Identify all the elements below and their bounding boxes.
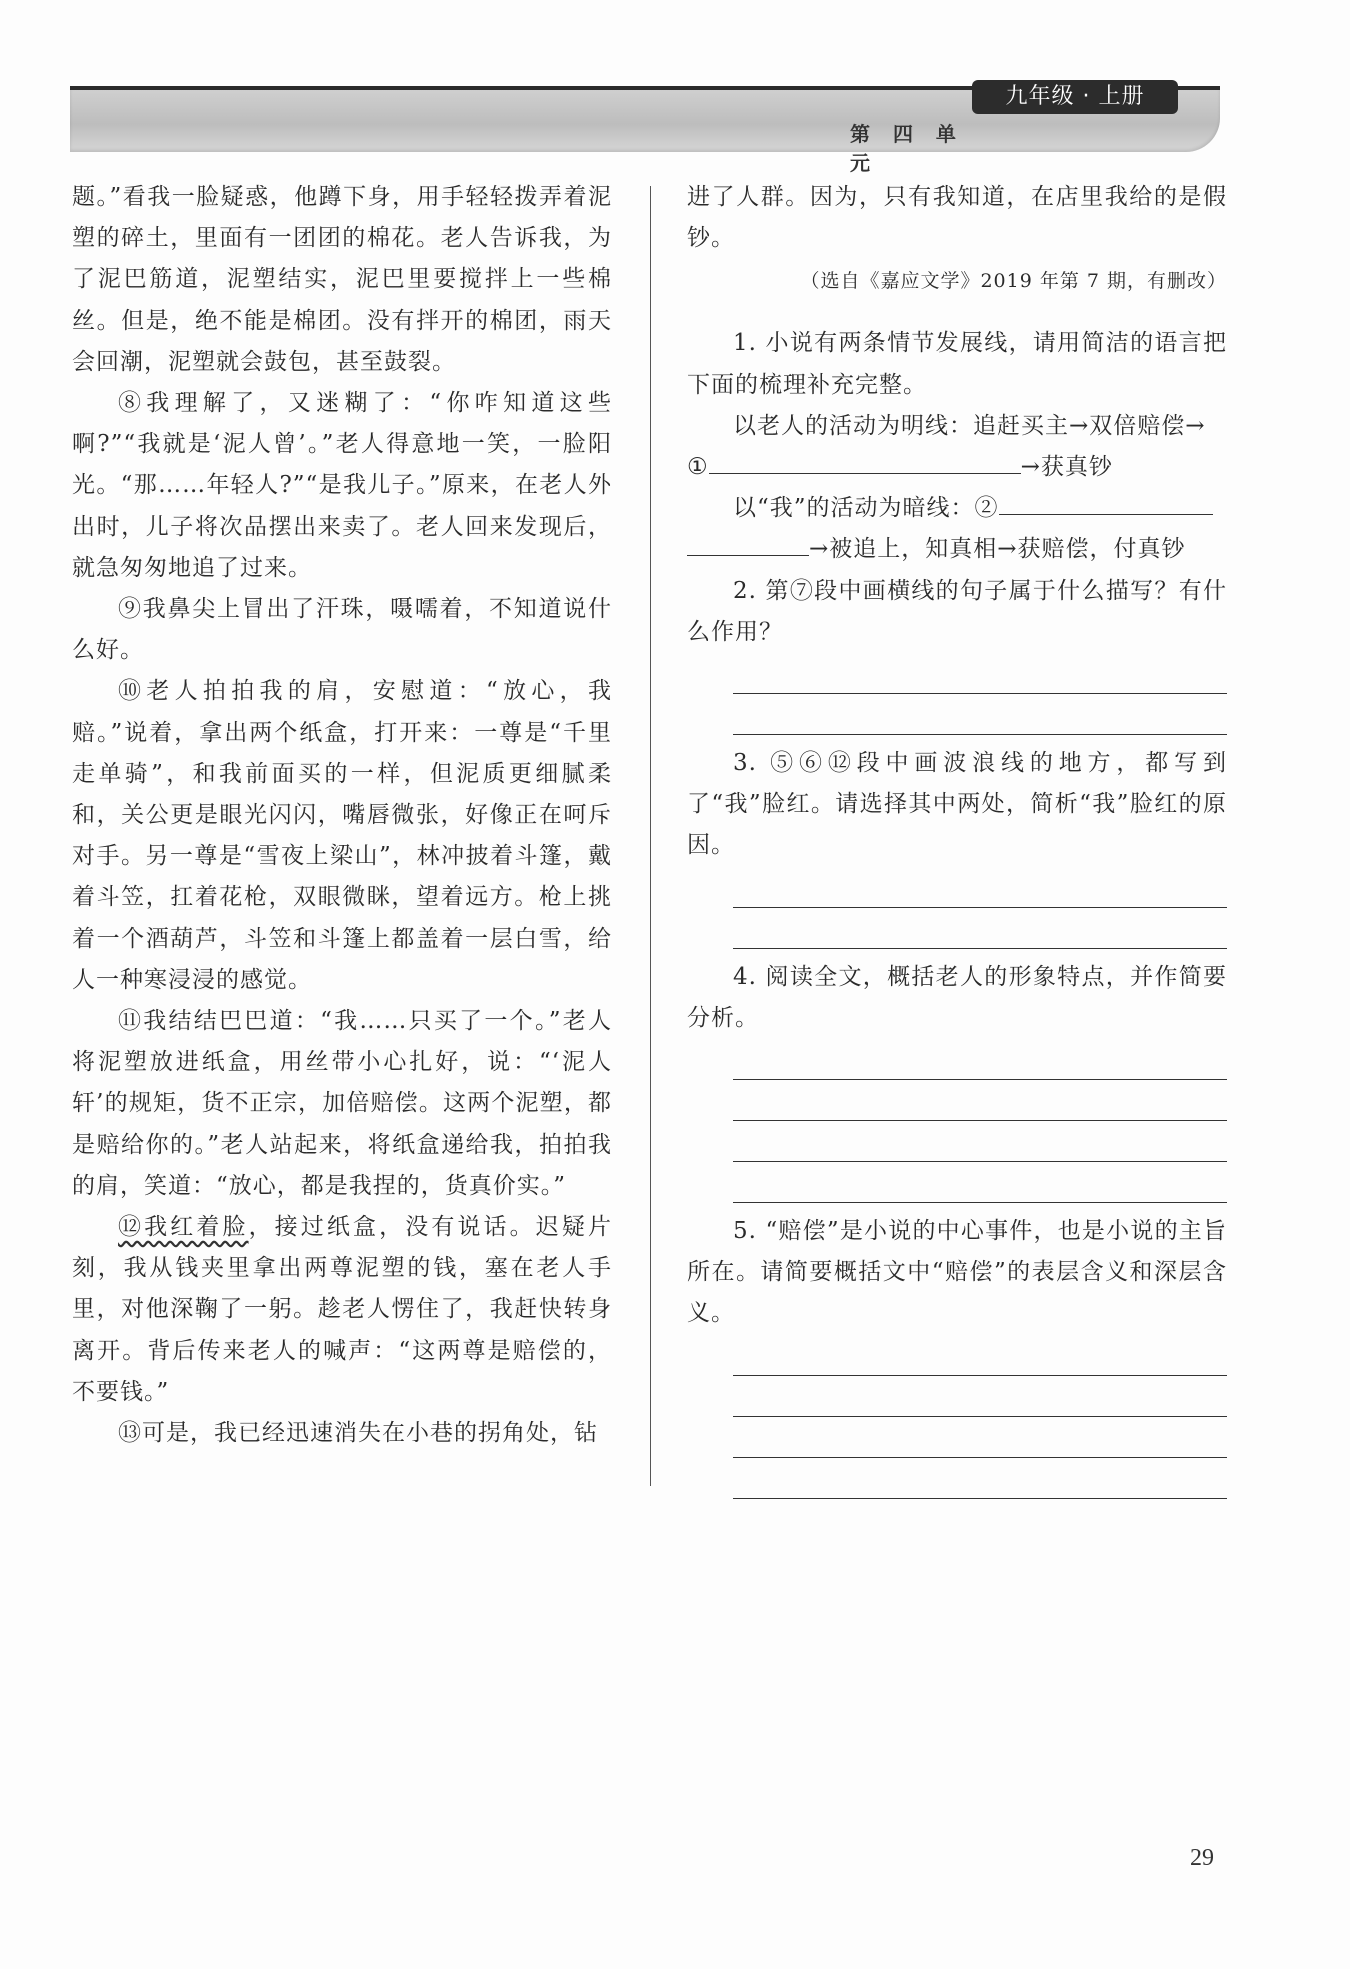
plot-line-light-cont [687, 447, 1227, 488]
answer-line[interactable] [733, 1458, 1227, 1499]
wavy-underlined-text: ⑫我红着脸 [118, 1214, 249, 1241]
answer-line[interactable] [733, 1080, 1227, 1121]
answer-line[interactable] [733, 1376, 1227, 1417]
answer-line[interactable] [733, 1417, 1227, 1458]
story-paragraph: ⑨我鼻尖上冒出了汗珠，嗫嚅着，不知道说什么好。 [72, 596, 612, 664]
answer-line[interactable] [733, 1162, 1227, 1203]
story-paragraph: ⑪我结结巴巴道：“我……只买了一个。”老人将泥塑放进纸盒，用丝带小心扎好，说：“‘泥人轩’的规矩，货不正宗，加倍赔偿。这两个泥塑，都是赔给你的。”老人站起来，将纸盒递给我，拍拍我的肩，笑道：“放心，都是我捏的，货真价实。” [72, 1008, 612, 1199]
questions-column [687, 177, 1227, 1499]
story-column [72, 177, 612, 1454]
answer-blank-1[interactable] [709, 449, 1021, 474]
grade-tab: 九年级 · 上册 [972, 80, 1178, 114]
story-paragraph: 题。”看我一脸疑惑，他蹲下身，用手轻轻拨弄着泥塑的碎土，里面有一团团的棉花。老人告诉我，为了泥巴筋道，泥塑结实，泥巴里要搅拌上一些棉丝。但是，绝不能是棉团。没有拌开的棉团，雨天会回潮，泥塑就会鼓包，甚至鼓裂。 [72, 184, 612, 375]
story-paragraph: ⑬可是，我已经迅速消失在小巷的拐角处，钻 [118, 1420, 598, 1447]
plot-line-text: →被追上，知真相→获赔偿，付真钞 [809, 536, 1186, 563]
answer-line[interactable] [733, 1121, 1227, 1162]
answer-line[interactable] [733, 867, 1227, 908]
answer-line[interactable] [733, 908, 1227, 949]
answer-line[interactable] [733, 694, 1227, 735]
answer-blank-2a[interactable] [999, 490, 1213, 515]
unit-title: 第 四 单 元 [850, 122, 964, 175]
story-paragraph [72, 1207, 612, 1413]
story-paragraph: ⑩老人拍拍我的肩，安慰道：“放心，我赔。”说着，拿出两个纸盒，打开来：一尊是“千里走单骑”，和我前面买的一样，但泥质更细腻柔和，关公更是眼光闪闪，嘴唇微张，好像正在呵斥对手。另一尊是“雪夜上梁山”，林冲披着斗篷，戴着斗笠，扛着花枪，双眼微眯，望着远方。枪上挑着一个酒葫芦，斗笠和斗篷上都盖着一层白雪，给人一种寒浸浸的感觉。 [72, 678, 612, 993]
answer-line[interactable] [733, 1039, 1227, 1080]
answer-line[interactable] [733, 1335, 1227, 1376]
source-citation: （选自《嘉应文学》2019 年第 7 期，有删改） [800, 270, 1227, 293]
paragraph-text: ，接过纸盒，没有说话。迟疑片刻，我从钱夹里拿出两尊泥塑的钱，塞在老人手里，对他深鞠了一躬。趁老人愣住了，我赶快转身离开。背后传来老人的喊声：“这两尊是赔偿的，不要钱。” [72, 1214, 613, 1405]
question-2: 2. 第⑦段中画横线的句子属于什么描写？有什么作用？ [687, 577, 1227, 645]
story-paragraph: 进了人群。因为，只有我知道，在店里我给的是假钞。 [687, 184, 1227, 252]
question-3: 3. ⑤⑥⑫段中画波浪线的地方，都写到了“我”脸红。请选择其中两处，简析“我”脸红的原因。 [687, 750, 1227, 859]
question-1: 1. 小说有两条情节发展线，请用简洁的语言把下面的梳理补充完整。 [687, 330, 1227, 398]
page-number: 29 [1190, 1845, 1214, 1871]
column-divider [650, 186, 651, 1486]
story-paragraph: ⑧我理解了，又迷糊了：“你咋知道这些啊?”“我就是‘泥人曾’。”老人得意地一笑，一脸阳光。“那……年轻人?”“是我儿子。”原来，在老人外出时，儿子将次品摆出来卖了。老人回来发现后，就急匆匆地追了过来。 [72, 390, 612, 581]
plot-line-dark [687, 488, 1227, 529]
question-4: 4. 阅读全文，概括老人的形象特点，并作简要分析。 [687, 963, 1227, 1031]
plot-line-light: 以老人的活动为明线：追赶买主→双倍赔偿→ [733, 412, 1206, 439]
answer-blank-2b[interactable] [687, 531, 809, 556]
plot-line-text: 以“我”的活动为暗线：② [733, 495, 999, 522]
blank-number: ① [687, 454, 709, 481]
question-5: 5. “赔偿”是小说的中心事件，也是小说的主旨所在。请简要概括文中“赔偿”的表层含义和深层含义。 [687, 1218, 1227, 1327]
answer-line[interactable] [733, 653, 1227, 694]
plot-line-text: →获真钞 [1020, 454, 1113, 481]
plot-line-dark-cont [687, 529, 1227, 570]
